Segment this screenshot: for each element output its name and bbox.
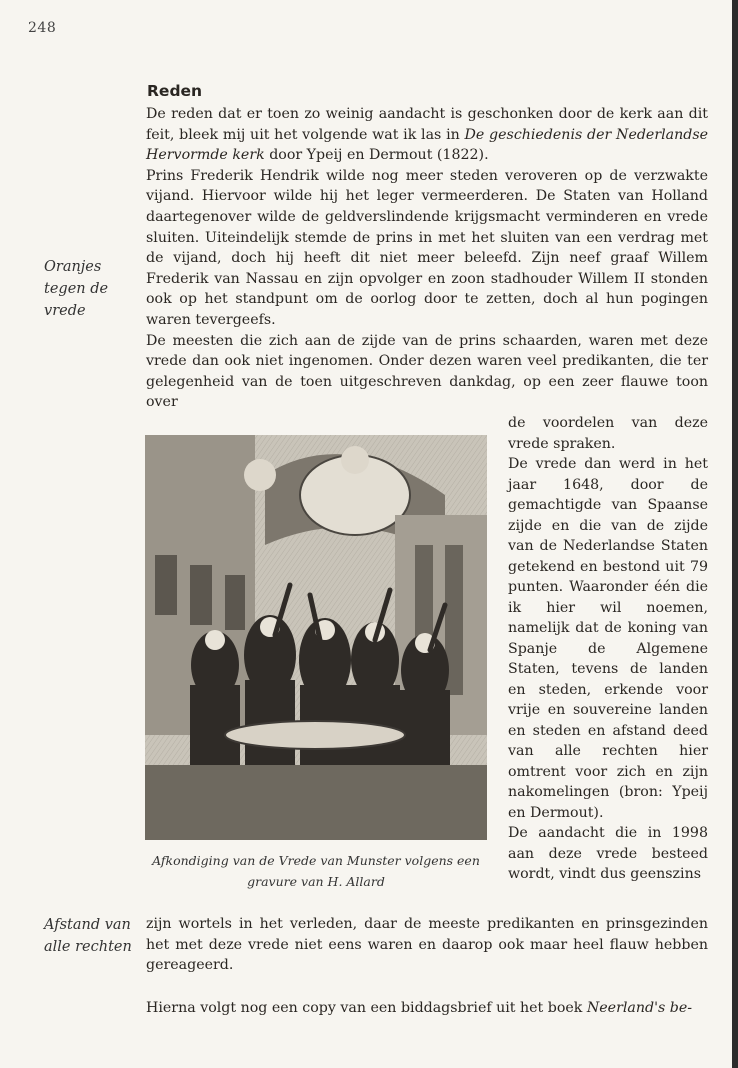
caption-line: Afkondiging van de Vrede van Munster volgens een xyxy=(152,853,480,868)
paragraph-2: Prins Frederik Hendrik wilde nog meer steden veroveren op de verzwakte vijand. Hiervoor wilde hij het leger vermeerderen. De Staten van Holland daartegenover wilde de geldverslindende krijgsmacht verminderen en vrede sluiten. Uiteindelijk stemde de prins in met het sluiten van een verdrag met de vijand, doch hij heeft dit niet meer beleefd. Zijn neef graaf Willem Frederik van Nassau en zijn opvolger en zoon stadhouder Willem II stonden ook op het standpunt om de oorlog door te zetten, doch al hun pogingen waren tevergeefs. xyxy=(146,167,708,328)
book-title: De geschiedenis der Nederlandse Hervormde kerk xyxy=(146,126,708,164)
right-column-text xyxy=(508,413,708,885)
margin-note-line: Oranjes xyxy=(44,259,102,275)
bottom-text xyxy=(146,914,708,976)
section-heading: Reden xyxy=(147,82,203,100)
page-edge xyxy=(732,0,738,1068)
paragraph-3-continued: de voordelen van deze vrede spraken. xyxy=(508,415,708,452)
paragraph-5-continued: zijn wortels in het verleden, daar de meeste predikanten en prinsgezinden het met deze vrede niet eens waren en daarop ook maar heel flauw hebben gereageerd. xyxy=(146,916,708,974)
closing-line: Hierna volgt nog een copy van een biddagsbrief uit het boek Neerland's be- xyxy=(146,1000,693,1016)
figure-caption xyxy=(145,850,487,892)
margin-note-line: Afstand van xyxy=(44,917,131,933)
paragraph-3: De meesten die zich aan de zijde van de prins schaarden, waren met deze vrede dan ook niet ingenomen. Onder dezen waren veel predikanten, die ter gelegenheid van de toen uitgeschreven dankdag, op een zeer flauwe toon over xyxy=(146,332,708,411)
paragraph-5: De aandacht die in 1998 aan deze vrede besteed wordt, vindt dus geenszins xyxy=(508,825,708,882)
page-number: 248 xyxy=(28,20,57,36)
margin-note-line: tegen de xyxy=(44,281,109,297)
engraving-image xyxy=(145,435,487,840)
book-title: Neerland's be- xyxy=(586,1000,693,1016)
margin-note-line: alle rechten xyxy=(44,939,132,955)
margin-note-oranjes xyxy=(44,256,140,322)
margin-note-afstand xyxy=(44,914,140,958)
main-text xyxy=(146,104,708,413)
margin-note-line: vrede xyxy=(44,303,86,319)
paragraph-4: De vrede dan werd in het jaar 1648, door de gemachtigde van Spaanse zijde en die van de zijde van de Nederlandse Staten getekend en bestond uit 79 punten. Waaronder één die ik hier wil noemen, namelijk dat de koning van Spanje de Algemene Staten, tevens de landen en steden, erkende voor vrije en souvereine landen en steden en afstand deed van alle rechten hier omtrent voor zich en zijn nakomelingen (bron: Ypeij en Dermout). xyxy=(508,456,708,821)
caption-line: gravure van H. Allard xyxy=(247,874,385,889)
paragraph-1: De reden dat er toen zo weinig aandacht is geschonken door de kerk aan dit feit, bleek mij uit het volgende wat ik las in De geschiedenis der Nederlandse Hervormde kerk door Ypeij en Dermout (1822). xyxy=(146,106,708,164)
